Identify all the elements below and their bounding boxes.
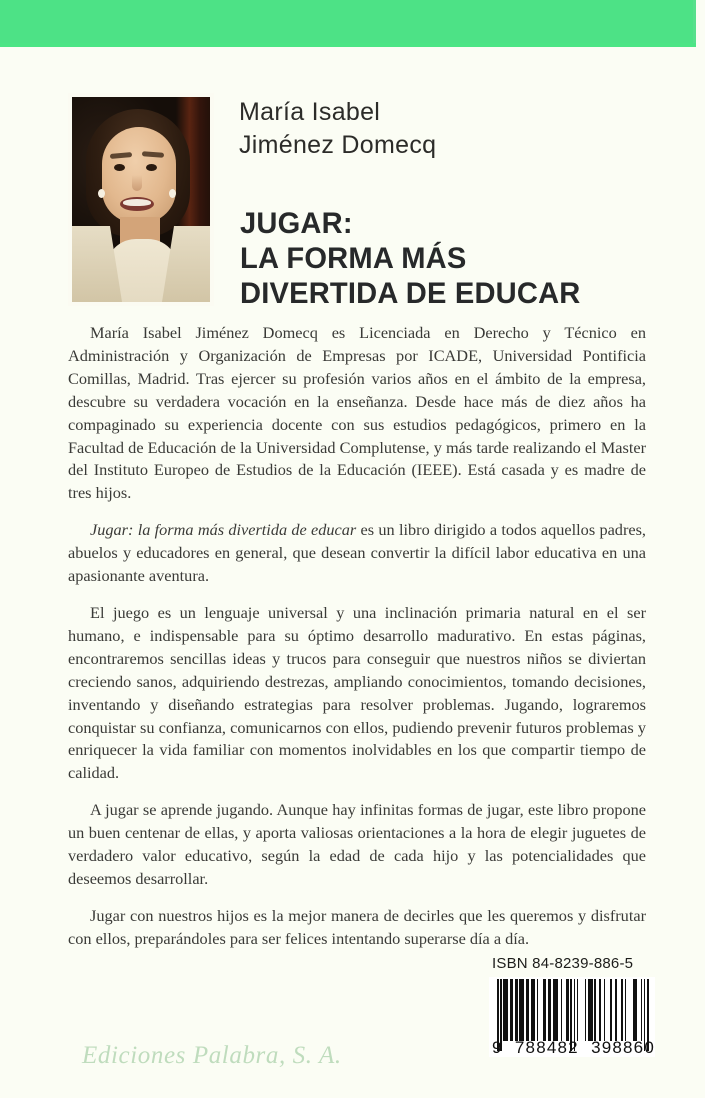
back-cover-blurb <box>68 322 646 951</box>
photo-nose <box>132 175 142 191</box>
publisher-name: Ediciones Palabra, S. A. <box>82 1042 342 1069</box>
photo-teeth <box>123 199 151 206</box>
photo-eye-right <box>146 164 157 171</box>
isbn-label: ISBN 84-8239-886-5 <box>492 955 634 972</box>
green-band-inner <box>0 0 696 43</box>
blurb-paragraph-learning: A jugar se aprende jugando. Aunque hay infinitas formas de jugar, este libro propone un buen centenar de ellas, y aporta valiosas orientaciones a la hora de elegir juguetes de verdadero valor educativo, según la edad de cada hijo y las potencialidades que deseemos desarrollar. <box>68 800 646 888</box>
photo-mouth <box>120 197 154 211</box>
top-green-band <box>0 0 696 47</box>
book-title-line-1: JUGAR: <box>240 207 353 240</box>
blurb-book-title-italic: Jugar: la forma más divertida de educar <box>90 520 357 540</box>
barcode-digits <box>492 1038 655 1058</box>
author-portrait-photo <box>72 97 210 302</box>
barcode-digit-left: 9 <box>492 1038 503 1057</box>
author-name-line-2: Jiménez Domecq <box>239 131 437 159</box>
photo-earring-right <box>169 189 176 198</box>
barcode-digits-right: 398860 <box>591 1038 655 1057</box>
book-title <box>240 206 647 311</box>
barcode-bars <box>497 979 649 1041</box>
book-title-line-2: LA FORMA MÁS <box>240 242 467 275</box>
author-name-line-1: María Isabel <box>239 98 381 126</box>
barcode <box>489 977 655 1057</box>
blurb-paragraph-closing: Jugar con nuestros hijos es la mejor manera de decirles que les queremos y disfrutar con ellos, preparándoles para ser felices intentando superarse día a día. <box>68 905 646 948</box>
barcode-digits-mid: 788482 <box>514 1038 579 1057</box>
photo-earring-left <box>98 189 105 198</box>
author-name <box>239 96 639 162</box>
blurb-paragraph-biography: María Isabel Jiménez Domecq es Licenciada en Derecho y Técnico en Administración y Organización de Empresas por ICADE, Universidad Pontificia Comillas, Madrid. Tras ejercer su profesión varios años en el ámbito de la empresa, descubre su verdadera vocación en la enseñanza. Desde hace más de diez años ha compaginado su experiencia docente con sus estudios pedagógicos, primero en la Facultad de Educación de la Universidad Complutense, y más tarde realizando el Master del Instituto Europeo de Estudios de la Educación (IEEE). Está casada y es madre de tres hijos. <box>68 323 646 503</box>
blurb-book-description-rest: es un libro dirigido a todos aquellos padres, abuelos y educadores en general, que desean convertir la difícil labor educativa en una apasionante aventura. <box>68 520 647 586</box>
blurb-paragraph-play-language: El juego es un lenguaje universal y una inclinación primaria natural en el ser humano, e indispensable para su óptimo desarrollo madurativo. En estas páginas, encontraremos sencillas ideas y trucos para conseguir que nuestros niños se diviertan creciendo sanos, adquiriendo destrezas, ampliando conocimientos, tomando decisiones, inventando y diseñando estrategias para resolver problemas. Jugando, lograremos conquistar su confianza, comunicarnos con ellos, pudiendo prevenir futuros problemas y enriquecer la vida familiar con momentos inolvidables en los que compartir tiempo de calidad. <box>68 602 646 783</box>
photo-eye-left <box>114 164 125 171</box>
isbn-block <box>489 955 657 1057</box>
author-photo-frame <box>68 93 214 306</box>
blurb-paragraph-book-description <box>68 519 646 588</box>
book-title-line-3: DIVERTIDA DE EDUCAR <box>240 277 581 310</box>
